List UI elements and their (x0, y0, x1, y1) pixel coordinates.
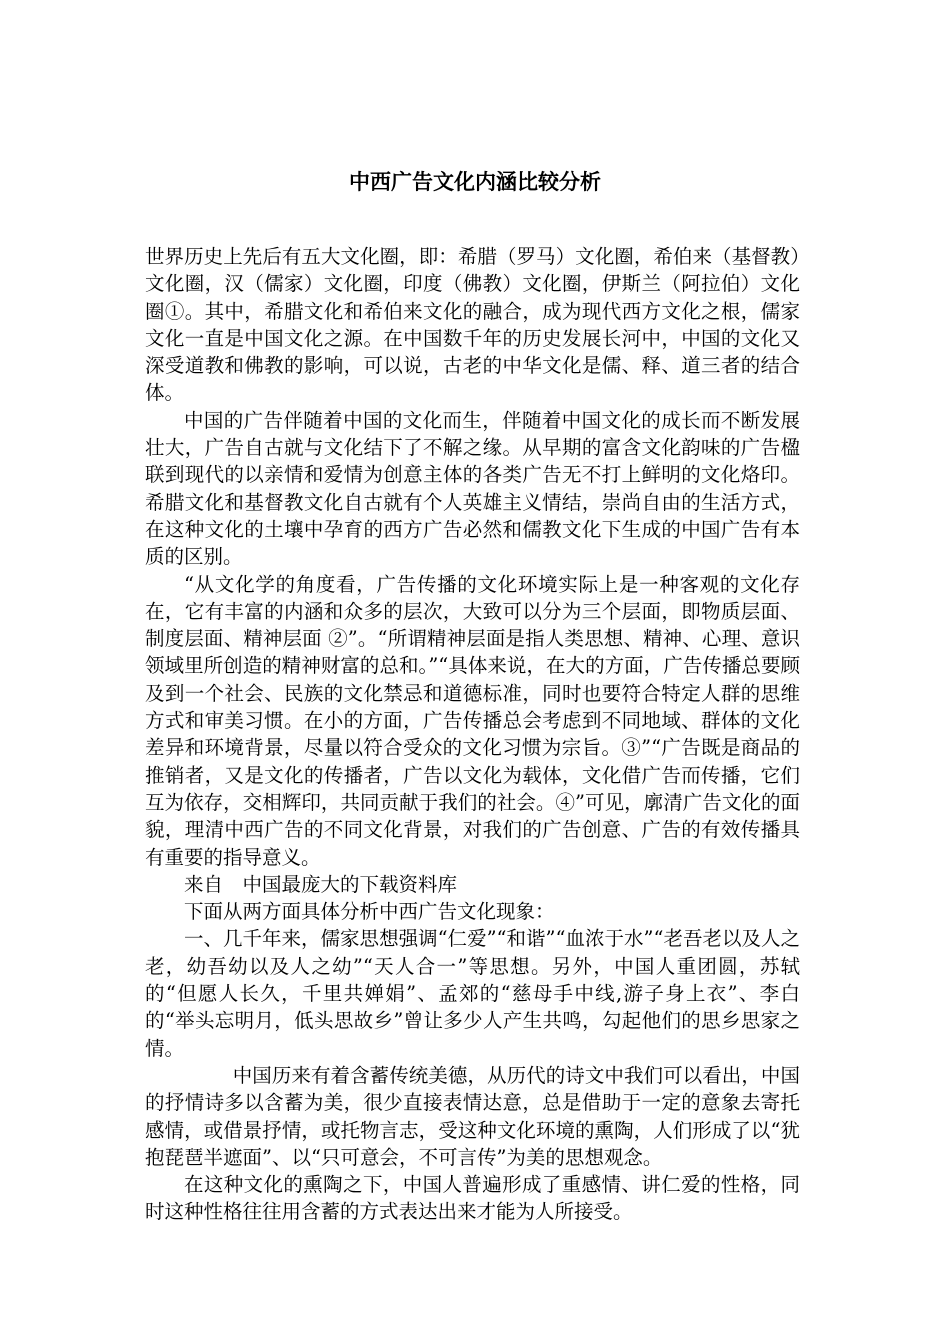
paragraph-cultural-perspective: “从文化学的角度看，广告传播的文化环境实际上是一种客观的文化存在，它有丰富的内涵和众多的层次，大致可以分为三个层面，即物质层面、制度层面、精神层面 ②”。“所谓精神层面是指人类思想、精神、心理、意识领域里所创造的精神财富的总和。”“具体来说，在大的方面，广告传播总要顾及到一个社会、民族的文化禁忌和道德标准，同时也要符合特定人群的思维方式和审美习惯。在小的方面，广告传播总会考虑到不同地域、群体的文化差异和环境背景，尽量以符合受众的文化习惯为宗旨。③”“广告既是商品的推销者，又是文化的传播者，广告以文化为载体，文化借广告而传播，它们互为依存，交相辉印，共同贡献于我们的社会。④”可见，廓清广告文化的面貌，理清中西广告的不同文化背景，对我们的广告创意、广告的有效传播具有重要的指导意义。 (145, 572, 800, 869)
paragraph-source-note: 来自 中国最庞大的下载资料库 (184, 872, 458, 896)
paragraph-analysis-intro: 下面从两方面具体分析中西广告文化现象： (184, 900, 555, 924)
paragraph-cultural-circles: 世界历史上先后有五大文化圈，即：希腊（罗马）文化圈，希伯来（基督教）文化圈，汉（儒家）文化圈，印度（佛教）文化圈，伊斯兰（阿拉伯）文化圈①。其中，希腊文化和希伯来文化的融合，成为现代西方文化之根，儒家文化一直是中国文化之源。在中国数千年的历史发展长河中，中国的文化又深受道教和佛教的影响，可以说，古老的中华文化是儒、释、道三者的结合体。 (145, 245, 800, 405)
paragraph-chinese-advertising: 中国的广告伴随着中国的文化而生，伴随着中国文化的成长而不断发展壮大，广告自古就与文化结下了不解之缘。从早期的富含文化韵味的广告楹联到现代的以亲情和爱情为创意主体的各类广告无不打上鲜明的文化烙印。希腊文化和基督教文化自古就有个人英雄主义情结，崇尚自由的生活方式，在这种文化的土壤中孕育的西方广告必然和儒教文化下生成的中国广告有本质的区别。 (145, 408, 800, 569)
document-body (145, 243, 800, 1226)
paragraph-confucian-thought: 一、几千年来，儒家思想强调“仁爱”“和谐”“血浓于水”“老吾老以及人之老，幼吾幼以及人之幼”“天人合一”等思想。另外，中国人重团圆，苏轼的“但愿人长久，千里共婵娟”、孟郊的“慈母手中线,游子身上衣”、李白的“举头忘明月，低头思故乡”曾让多少人产生共鸣，勾起他们的思乡思家之情。 (145, 927, 800, 1060)
document-title: 中西广告文化内涵比较分析 (349, 170, 601, 194)
paragraph-implicit-virtue: 中国历来有着含蓄传统美德，从历代的诗文中我们可以看出，中国的抒情诗多以含蓄为美，很少直接表情达意，总是借助于一定的意象去寄托感情，或借景抒情，或托物言志，受这种文化环境的熏陶，人们形成了以“犹抱琵琶半遮面”、以“只可意会，不可言传”为美的思想观念。 (145, 1063, 800, 1169)
paragraph-character-formation: 在这种文化的熏陶之下，中国人普遍形成了重感情、讲仁爱的性格，同时这种性格往往用含蓄的方式表达出来才能为人所接受。 (145, 1173, 800, 1224)
